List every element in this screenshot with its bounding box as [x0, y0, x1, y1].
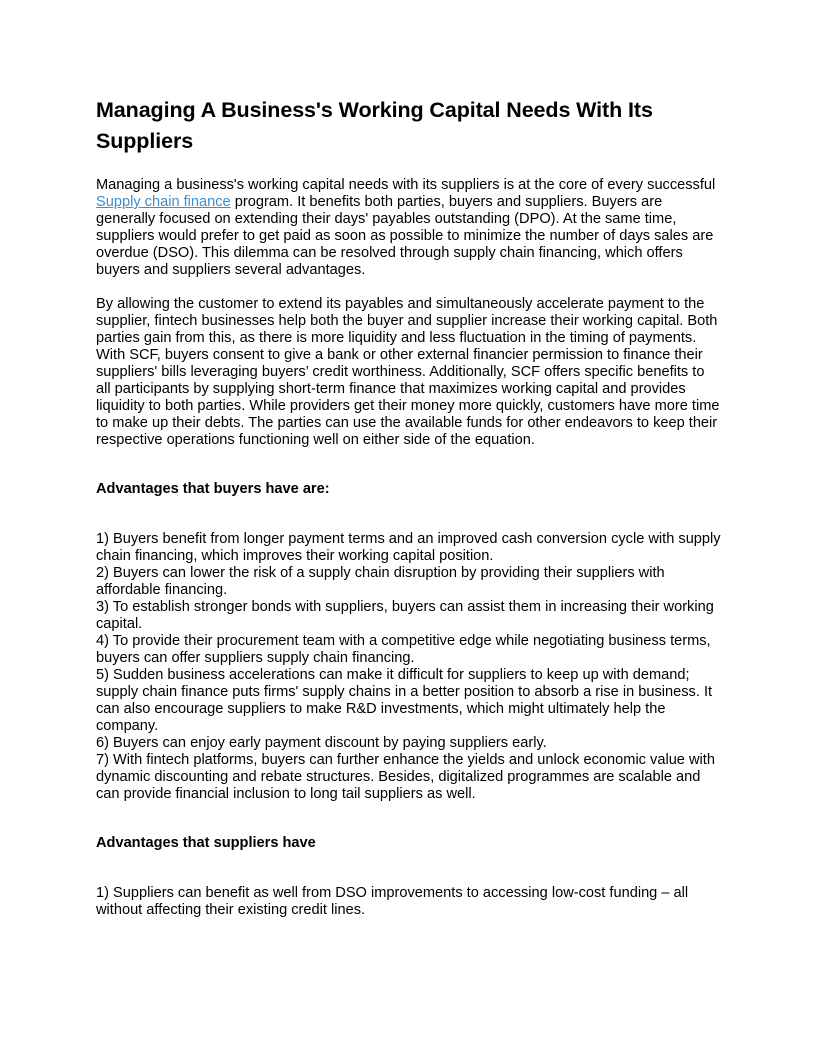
list-item: 5) Sudden business accelerations can make it difficult for suppliers to keep up with demand; supply chain finance puts firms' supply chains in a better position to absorb a rise in business. It can also encourage suppliers to make R&D investments, which might ultimately help the company.: [96, 667, 713, 734]
suppliers-advantages-heading: Advantages that suppliers have: [96, 835, 316, 851]
body-paragraph: By allowing the customer to extend its payables and simultaneously accelerate payment to the supplier, fintech businesses help both the buyer and supplier increase their working capital. Both parties gain from this, as there is more liquidity and less fluctuation in the timing of payments. With SCF, buyers consent to give a bank or other external financier permission to finance their suppliers' bills leveraging buyers’ credit worthiness. Additionally, SCF offers specific benefits to all participants by supplying short-term finance that maximizes working capital and provides liquidity to both parties. While providers get their money more quickly, customers have more time to make up their debts. The parties can use the available funds for other endeavors to keep their respective operations functioning well on either side of the equation.: [96, 296, 720, 448]
list-item: 6) Buyers can enjoy early payment discount by paying suppliers early.: [96, 735, 547, 751]
intro-text-before-link: Managing a business's working capital needs with its suppliers is at the core of every successful: [96, 177, 716, 193]
list-item: 1) Buyers benefit from longer payment terms and an improved cash conversion cycle with supply chain financing, which improves their working capital position.: [96, 531, 721, 564]
intro-text-after-link: program. It benefits both parties, buyers and suppliers. Buyers are generally focused on extending their days' payables outstanding (DPO). At the same time, suppliers would prefer to get paid as soon as possible to minimize the number of days sales are overdue (DSO). This dilemma can be resolved through supply chain financing, which offers buyers and suppliers several advantages.: [96, 194, 714, 278]
list-item: 3) To establish stronger bonds with suppliers, buyers can assist them in increasing their working capital.: [96, 599, 714, 632]
list-item: 7) With fintech platforms, buyers can further enhance the yields and unlock economic value with dynamic discounting and rebate structures. Besides, digitalized programmes are scalable and can provide financial inclusion to long tail suppliers as well.: [96, 752, 715, 802]
list-item: 1) Suppliers can benefit as well from DSO improvements to accessing low-cost funding – all without affecting their existing credit lines.: [96, 885, 689, 918]
document-page: [96, 95, 722, 919]
intro-paragraph: [96, 177, 722, 279]
buyers-advantages-heading: Advantages that buyers have are:: [96, 481, 330, 497]
suppliers-advantages-list: [96, 885, 722, 919]
list-item: 2) Buyers can lower the risk of a supply chain disruption by providing their suppliers with affordable financing.: [96, 565, 665, 598]
page-title: Managing A Business's Working Capital Needs With Its Suppliers: [96, 98, 653, 153]
buyers-advantages-list: [96, 531, 722, 803]
supply-chain-finance-link[interactable]: Supply chain finance: [96, 194, 231, 210]
list-item: 4) To provide their procurement team with a competitive edge while negotiating business terms, buyers can offer suppliers supply chain financing.: [96, 633, 711, 666]
